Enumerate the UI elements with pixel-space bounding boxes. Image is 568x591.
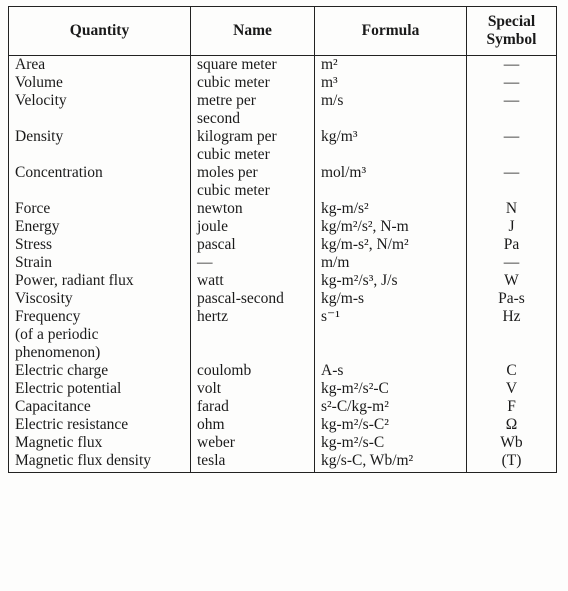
cell-name: joule <box>191 218 315 236</box>
cell-symbol: — <box>467 92 557 128</box>
cell-name: metre per second <box>191 92 315 128</box>
cell-formula: kg/m²/s², N-m <box>315 218 467 236</box>
header-special-line1: Special <box>487 13 536 30</box>
cell-name: hertz <box>191 308 315 362</box>
cell-symbol: Pa-s <box>467 290 557 308</box>
table-row <box>9 398 557 416</box>
header-special-line2: Symbol <box>486 31 537 48</box>
cell-formula: kg/m-s <box>315 290 467 308</box>
cell-symbol: N <box>467 200 557 218</box>
cell-symbol: W <box>467 272 557 290</box>
cell-name: coulomb <box>191 362 315 380</box>
cell-name: watt <box>191 272 315 290</box>
cell-quantity: Electric charge <box>9 362 191 380</box>
cell-symbol: Ω <box>467 416 557 434</box>
cell-symbol: — <box>467 74 557 92</box>
cell-quantity: Stress <box>9 236 191 254</box>
cell-quantity: Energy <box>9 218 191 236</box>
cell-formula: mol/m³ <box>315 164 467 200</box>
cell-formula: kg-m²/s-C² <box>315 416 467 434</box>
cell-quantity: Volume <box>9 74 191 92</box>
cell-name: pascal-second <box>191 290 315 308</box>
table-row <box>9 56 557 75</box>
cell-quantity: Frequency (of a periodic phenomenon) <box>9 308 191 362</box>
table-row <box>9 362 557 380</box>
table-row <box>9 254 557 272</box>
cell-quantity: Velocity <box>9 92 191 128</box>
cell-quantity: Electric potential <box>9 380 191 398</box>
table-header-row <box>9 7 557 56</box>
table-row <box>9 128 557 164</box>
cell-formula: kg-m²/s³, J/s <box>315 272 467 290</box>
cell-name: farad <box>191 398 315 416</box>
cell-quantity: Capacitance <box>9 398 191 416</box>
cell-formula: m² <box>315 56 467 75</box>
cell-quantity: Density <box>9 128 191 164</box>
cell-name: kilogram per cubic meter <box>191 128 315 164</box>
si-units-table <box>8 6 557 473</box>
cell-quantity: Power, radiant flux <box>9 272 191 290</box>
cell-formula: kg/m-s², N/m² <box>315 236 467 254</box>
cell-symbol: — <box>467 128 557 164</box>
cell-symbol: Pa <box>467 236 557 254</box>
cell-symbol: — <box>467 56 557 75</box>
cell-symbol: F <box>467 398 557 416</box>
header-name: Name <box>191 7 315 56</box>
cell-symbol: V <box>467 380 557 398</box>
cell-formula: m/s <box>315 92 467 128</box>
cell-quantity: Concentration <box>9 164 191 200</box>
cell-formula: kg/s-C, Wb/m² <box>315 452 467 473</box>
table-row <box>9 434 557 452</box>
cell-name: pascal <box>191 236 315 254</box>
cell-name: — <box>191 254 315 272</box>
cell-name: ohm <box>191 416 315 434</box>
header-formula: Formula <box>315 7 467 56</box>
cell-formula: m/m <box>315 254 467 272</box>
table-row <box>9 74 557 92</box>
table-row <box>9 200 557 218</box>
cell-name: tesla <box>191 452 315 473</box>
cell-formula: kg-m²/s²-C <box>315 380 467 398</box>
cell-formula: kg-m/s² <box>315 200 467 218</box>
table-row <box>9 416 557 434</box>
cell-quantity: Strain <box>9 254 191 272</box>
cell-formula: A-s <box>315 362 467 380</box>
table-row <box>9 380 557 398</box>
table-row <box>9 218 557 236</box>
cell-symbol: — <box>467 164 557 200</box>
header-quantity: Quantity <box>9 7 191 56</box>
cell-name: square meter <box>191 56 315 75</box>
table-row <box>9 290 557 308</box>
cell-quantity: Magnetic flux density <box>9 452 191 473</box>
cell-formula: s⁻¹ <box>315 308 467 362</box>
cell-quantity: Force <box>9 200 191 218</box>
cell-name: moles per cubic meter <box>191 164 315 200</box>
table-row <box>9 236 557 254</box>
cell-name: newton <box>191 200 315 218</box>
header-special-symbol <box>467 7 557 56</box>
cell-name: cubic meter <box>191 74 315 92</box>
cell-quantity: Viscosity <box>9 290 191 308</box>
cell-quantity: Magnetic flux <box>9 434 191 452</box>
cell-quantity: Electric resistance <box>9 416 191 434</box>
cell-symbol: C <box>467 362 557 380</box>
cell-name: weber <box>191 434 315 452</box>
cell-quantity: Area <box>9 56 191 75</box>
cell-symbol: J <box>467 218 557 236</box>
table-row <box>9 164 557 200</box>
table-row <box>9 92 557 128</box>
cell-symbol: Wb <box>467 434 557 452</box>
cell-symbol: (T) <box>467 452 557 473</box>
table-row <box>9 452 557 473</box>
cell-formula: m³ <box>315 74 467 92</box>
cell-formula: s²-C/kg-m² <box>315 398 467 416</box>
cell-symbol: — <box>467 254 557 272</box>
table-row <box>9 308 557 362</box>
cell-name: volt <box>191 380 315 398</box>
cell-symbol: Hz <box>467 308 557 362</box>
cell-formula: kg-m²/s-C <box>315 434 467 452</box>
table-row <box>9 272 557 290</box>
cell-formula: kg/m³ <box>315 128 467 164</box>
